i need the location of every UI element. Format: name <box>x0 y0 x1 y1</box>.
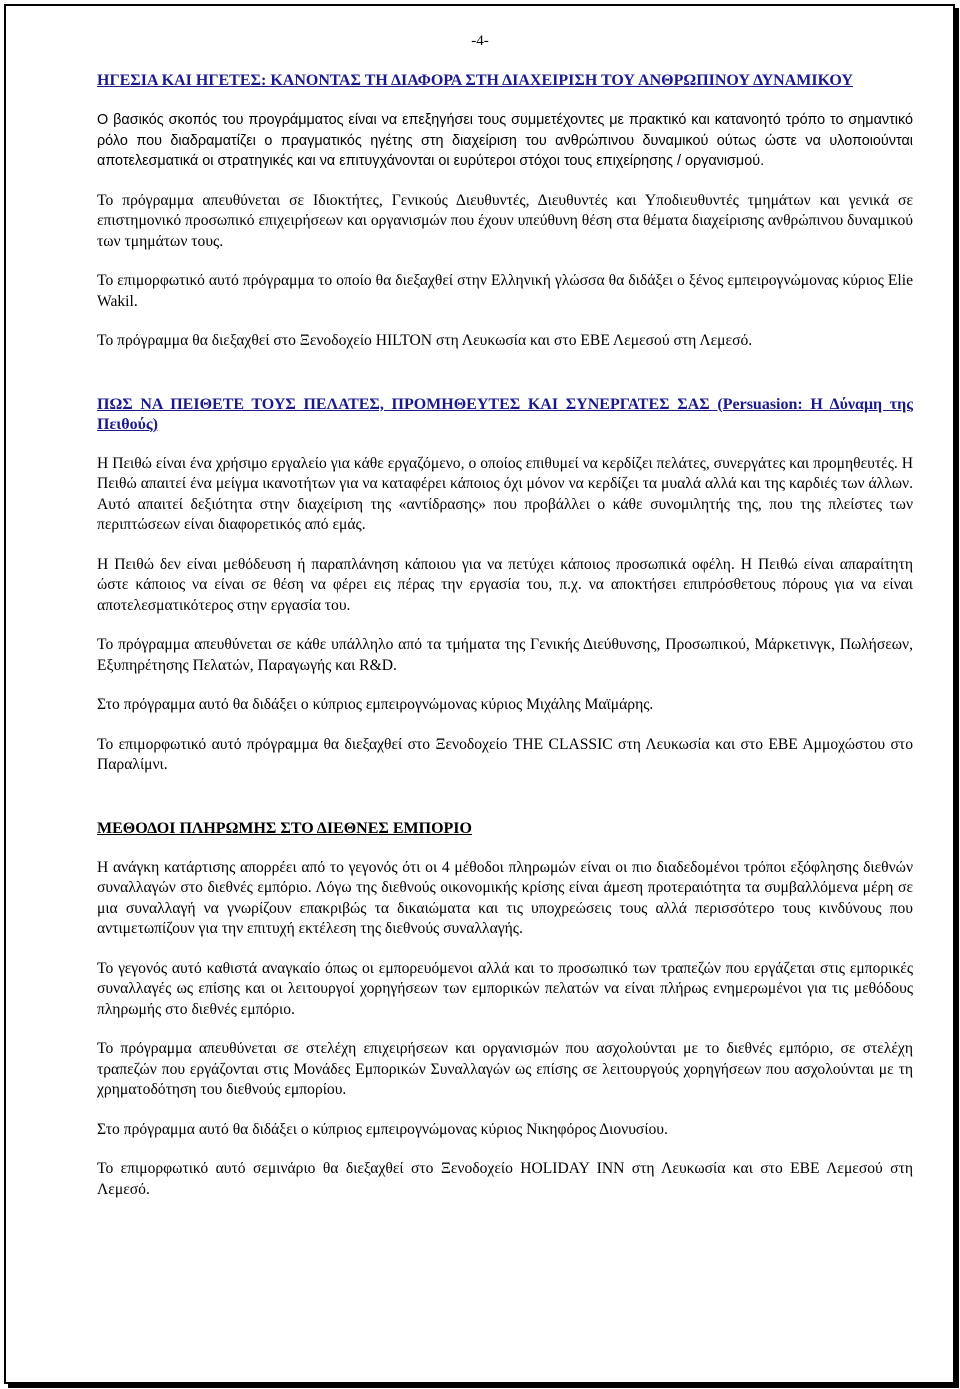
paragraph: Η Πειθώ είναι ένα χρήσιμο εργαλείο για κάθε εργαζόμενο, ο οποίος επιθυμεί να κερδίζει πελάτες, συνεργάτες και προμηθευτές. Η Πειθώ απαιτεί ένα μείγμα ικανοτήτων για να καταφέρει κάποιος όχι μόνον να κερδίζει τα μυαλά αλλά και της καρδιές των άλλων. Αυτό απαιτεί δεξιότητα στην διαχείριση της «αντίδρασης» που προβάλλει ο κάθε συνομιλητής της, που της πλείστες των περιπτώσεων είναι διαφορετικός από εμάς. <box>97 454 913 533</box>
paragraph: Η ανάγκη κατάρτισης απορρέει από το γεγονός ότι οι 4 μέθοδοι πληρωμών είναι οι πιο διαδεδομένοι τρόποι εξόφλησης διεθνών συναλλαγών στο διεθνές εμπόριο. Λόγω της διεθνούς οικονομικής κρίσης είναι άμεση προτεραιότητα τα συμβαλλόμενα μέρη σε μια συναλλαγή να γνωρίζουν επακριβώς τα δικαιώματα και τις υποχρεώσεις τους αλλά περισσότερο τους κινδύνους που αντιμετωπίζουν για την επιτυχή εκτέλεση της διεθνούς συναλλαγής. <box>97 858 913 937</box>
page-number: -4- <box>471 33 489 49</box>
paragraph: Η Πειθώ δεν είναι μεθόδευση ή παραπλάνηση κάποιου για να πετύχει κάποιος προσωπικά οφέλη. Η Πειθώ είναι απαραίτητη ώστε κάποιος να είναι σε θέση να φέρει εις πέρας την εργασία του, π.χ. να αποκτήσει επιπρόσθετους πόρους για να είναι αποτελεσματικότερος στην εργασία του. <box>97 555 913 614</box>
paragraph: Το πρόγραμμα απευθύνεται σε στελέχη επιχειρήσεων και οργανισμών που ασχολούνται με το διεθνές εμπόριο, σε στελέχη τραπεζών που εργάζονται στις Μονάδες Εμπορικών Συναλλαγών ως επίσης σε λειτουργούς χορηγήσεων που ασχολούνται με τη χρηματοδότηση του διεθνούς εμπορίου. <box>97 1040 913 1098</box>
section-spacer <box>97 371 913 395</box>
section-leadership <box>97 71 913 352</box>
paragraph: Ο βασικός σκοπός του προγράμματος είναι να επεξηγήσει τους συμμετέχοντες με πρακτικό και κατανοητό τρόπο το σημαντικό ρόλο που διαδραματίζει ο πραγματικός ηγέτης στη διαχείριση του ανθρώπινου δυναμικού ούτως ώστε να υλοποιούνται αποτελεσματικά οι στρατηγικές και να επιτυγχάνονται οι ευρύτεροι στόχοι τους επιχείρησης / οργανισμού. <box>97 112 913 169</box>
paragraph: Το πρόγραμμα απευθύνεται σε Ιδιοκτήτες, Γενικούς Διευθυντές, Διευθυντές και Υποδιευθυντές τμημάτων και γενικά σε επιστημονικό προσωπικό επιχειρήσεων και οργανισμών που έχουν υπεύθυνη θέση στα θέματα διαχείρισης ανθρώπινου δυναμικού των τμημάτων τους. <box>97 191 913 250</box>
paragraph: Στο πρόγραμμα αυτό θα διδάξει ο κύπριος εμπειρογνώμονας κύριος Μιχάλης Μαϊμάρης. <box>97 696 654 713</box>
paragraph: Το πρόγραμμα απευθύνεται σε κάθε υπάλληλο από τα τμήματα της Γενικής Διεύθυνσης, Προσωπικού, Μάρκετινγκ, Πωλήσεων, Εξυπηρέτησης Πελατών, Παραγωγής και R&D. <box>97 636 913 674</box>
section-heading: ΠΩΣ ΝΑ ΠΕΙΘΕΤΕ ΤΟΥΣ ΠΕΛΑΤΕΣ, ΠΡΟΜΗΘΕΥΤΕΣ ΚΑΙ ΣΥΝΕΡΓΑΤΕΣ ΣΑΣ (Persuasion: Η Δύναμη της Πειθούς) <box>97 395 913 433</box>
paragraph: Το επιμορφωτικό αυτό πρόγραμμα θα διεξαχθεί στο Ξενοδοχείο THE CLASSIC στη Λευκωσία και στο ΕΒΕ Αμμοχώστου στο Παραλίμνι. <box>97 735 913 773</box>
section-persuasion <box>97 395 913 776</box>
document-body <box>97 71 913 1219</box>
paragraph: Το πρόγραμμα θα διεξαχθεί στο Ξενοδοχείο HILTON στη Λευκωσία και στο ΕΒΕ Λεμεσού στη Λεμεσό. <box>97 332 753 349</box>
section-heading: ΗΓΕΣΙΑ ΚΑΙ ΗΓΕΤΕΣ: ΚΑΝΟΝΤΑΣ ΤΗ ΔΙΑΦΟΡΑ ΣΤΗ ΔΙΑΧΕΙΡΙΣΗ ΤΟΥ ΑΝΘΡΩΠΙΝΟΥ ΔΥΝΑΜΙΚΟΥ <box>97 72 853 89</box>
paragraph: Το γεγονός αυτό καθιστά αναγκαίο όπως οι εμπορευόμενοι αλλά και το προσωπικό των τραπεζών που εργάζεται στις εμπορικές συναλλαγές ως επίσης και οι λειτουργοί χορηγήσεων των εμπορικών πελατών να είναι πλήρως ενημερωμένοι για τις μεθόδους πληρωμής στο διεθνές εμπόριο. <box>97 959 913 1018</box>
paragraph: Το επιμορφωτικό αυτό πρόγραμμα το οποίο θα διεξαχθεί στην Ελληνική γλώσσα θα διδάξει ο ξένος εμπειρογνώμονας κύριος Elie Wakil. <box>97 272 913 310</box>
section-spacer <box>97 795 913 819</box>
section-payment-methods <box>97 819 913 1201</box>
section-heading: ΜΕΘΟΔΟΙ ΠΛΗΡΩΜΗΣ ΣΤΟ ΔΙΕΘΝΕΣ ΕΜΠΟΡΙΟ <box>97 819 472 837</box>
paragraph: Στο πρόγραμμα αυτό θα διδάξει ο κύπριος εμπειρογνώμονας κύριος Νικηφόρος Διονυσίου. <box>97 1120 668 1138</box>
paragraph: Το επιμορφωτικό αυτό σεμινάριο θα διεξαχθεί στο Ξενοδοχείο HOLIDAY INN στη Λευκωσία και στο ΕΒΕ Λεμεσού στη Λεμεσό. <box>97 1160 913 1198</box>
